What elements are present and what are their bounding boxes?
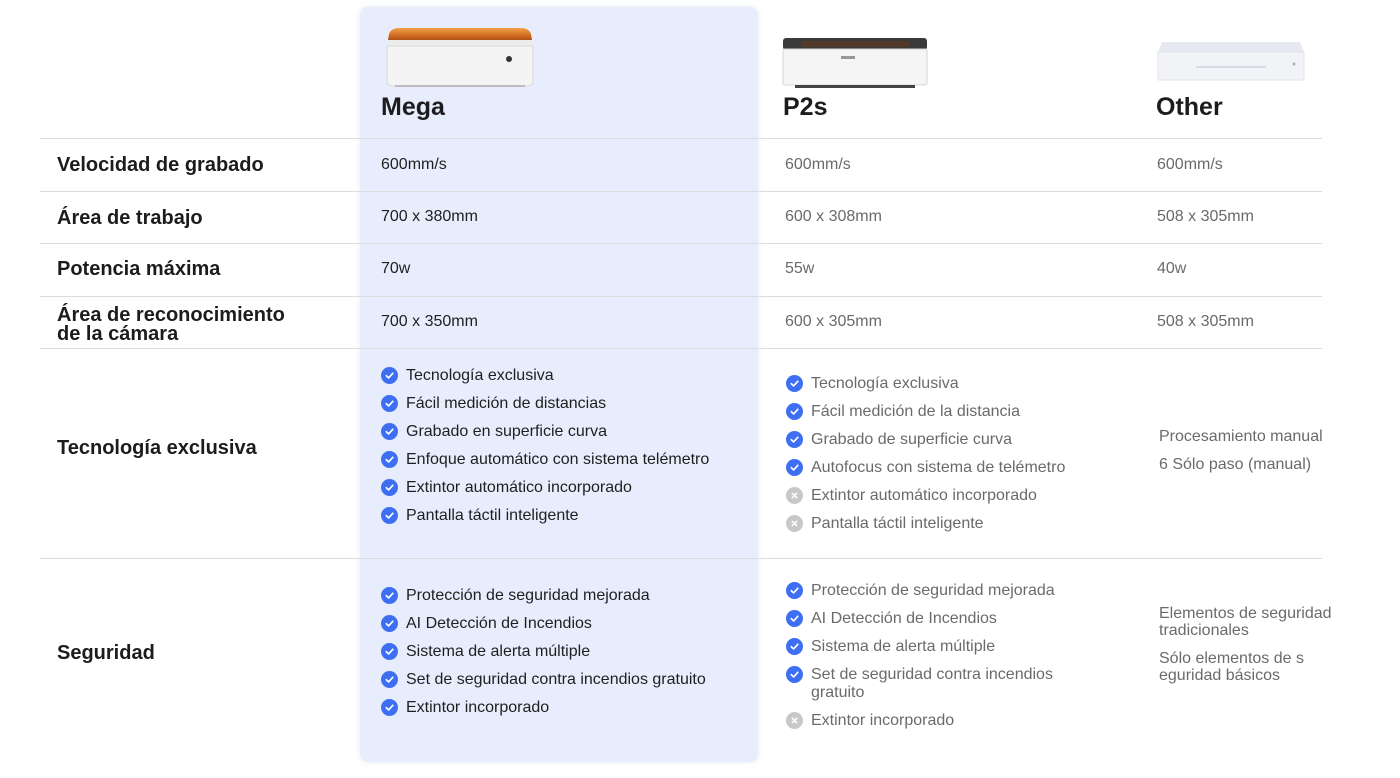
mega-tech-list (381, 367, 751, 535)
check-circle-icon (786, 403, 803, 420)
p2s-product-image (781, 36, 929, 90)
feature-item-label: Pantalla táctil inteligente (406, 507, 579, 524)
x-circle-icon (786, 487, 803, 504)
check-circle-icon (381, 451, 398, 468)
feature-item (786, 638, 1096, 656)
feature-item-label: Extintor incorporado (406, 699, 550, 716)
x-circle-icon (786, 515, 803, 532)
row-divider (40, 348, 1322, 349)
feature-item (381, 643, 751, 661)
check-circle-icon (381, 699, 398, 716)
other-safety-list (1159, 605, 1359, 695)
feature-item (786, 403, 1126, 421)
list-item: Sólo elementos de s eguridad básicos (1159, 650, 1304, 684)
feature-item-label: Grabado en superficie curva (406, 423, 607, 440)
other-tech-list (1159, 428, 1359, 484)
p2s-speed-value: 600mm/s (785, 156, 851, 173)
feature-item-label: Protección de seguridad mejorada (811, 582, 1055, 599)
row-label-exclusive-tech: Tecnología exclusiva (57, 437, 257, 459)
feature-item-label: Fácil medición de la distancia (811, 403, 1020, 420)
x-circle-icon (786, 712, 803, 729)
mega-safety-list (381, 587, 751, 727)
check-circle-icon (381, 507, 398, 524)
check-circle-icon (381, 479, 398, 496)
feature-item-label: Sistema de alerta múltiple (406, 643, 591, 660)
row-label-speed: Velocidad de grabado (57, 154, 264, 176)
feature-item (786, 487, 1126, 505)
row-label-camera-area-line2: de la cámara (57, 323, 179, 345)
feature-item-label: Extintor automático incorporado (811, 487, 1037, 504)
row-label-camera-area (57, 306, 337, 344)
check-circle-icon (381, 643, 398, 660)
list-item: Elementos de seguridad tradicionales (1159, 605, 1332, 639)
row-label-work-area: Área de trabajo (57, 207, 203, 229)
feature-item-label: AI Detección de Incendios (811, 610, 997, 627)
p2s-power-value: 55w (785, 260, 815, 277)
check-circle-icon (381, 587, 398, 604)
feature-item-label: Extintor automático incorporado (406, 479, 632, 496)
feature-item (381, 423, 751, 441)
check-circle-icon (381, 671, 398, 688)
feature-item (786, 375, 1126, 393)
feature-item-label: Set de seguridad contra incendios gratuito (811, 666, 1053, 701)
mega-work-area-value: 700 x 380mm (381, 208, 478, 225)
row-label-max-power: Potencia máxima (57, 258, 221, 280)
feature-item (786, 712, 1096, 730)
mega-power-value: 70w (381, 260, 411, 277)
feature-item (381, 615, 751, 633)
check-circle-icon (786, 375, 803, 392)
check-circle-icon (381, 367, 398, 384)
feature-item-label: Sistema de alerta múltiple (811, 638, 996, 655)
feature-item (381, 479, 751, 497)
feature-item-label: Tecnología exclusiva (406, 367, 554, 384)
feature-item-label: Tecnología exclusiva (811, 375, 959, 392)
mega-camera-area-value: 700 x 350mm (381, 313, 478, 330)
feature-item-label: Pantalla táctil inteligente (811, 515, 984, 532)
list-item: Procesamiento manual (1159, 428, 1323, 445)
check-circle-icon (381, 615, 398, 632)
feature-item (786, 582, 1096, 600)
feature-item (786, 610, 1096, 628)
p2s-safety-list (786, 582, 1096, 740)
other-speed-value: 600mm/s (1157, 156, 1223, 173)
feature-item-label: Set de seguridad contra incendios gratuito (406, 671, 706, 688)
mega-speed-value: 600mm/s (381, 156, 447, 173)
row-divider (40, 191, 1322, 192)
check-circle-icon (786, 638, 803, 655)
other-work-area-value: 508 x 305mm (1157, 208, 1254, 225)
check-circle-icon (786, 610, 803, 627)
other-power-value: 40w (1157, 260, 1187, 277)
feature-item (786, 431, 1126, 449)
p2s-work-area-value: 600 x 308mm (785, 208, 882, 225)
other-camera-area-value: 508 x 305mm (1157, 313, 1254, 330)
feature-item-label: AI Detección de Incendios (406, 615, 592, 632)
feature-item (381, 671, 751, 689)
feature-item (786, 515, 1126, 533)
check-circle-icon (786, 666, 803, 683)
check-circle-icon (381, 423, 398, 440)
mega-product-image (385, 26, 535, 88)
feature-item (381, 451, 751, 469)
check-circle-icon (786, 431, 803, 448)
row-divider (40, 558, 1322, 559)
feature-item-label: Extintor incorporado (811, 712, 955, 729)
check-circle-icon (786, 582, 803, 599)
p2s-camera-area-value: 600 x 305mm (785, 313, 882, 330)
p2s-column-header: P2s (783, 93, 828, 121)
feature-item-label: Protección de seguridad mejorada (406, 587, 650, 604)
mega-column-header: Mega (381, 93, 445, 121)
feature-item (786, 459, 1126, 477)
other-column-header: Other (1156, 93, 1223, 121)
feature-item (786, 666, 1096, 702)
feature-item-label: Autofocus con sistema de telémetro (811, 459, 1066, 476)
row-label-camera-area-line1: Área de reconocimiento (57, 304, 285, 326)
feature-item (381, 587, 751, 605)
feature-item-label: Enfoque automático con sistema telémetro (406, 451, 710, 468)
feature-item (381, 699, 751, 717)
list-item: 6 Sólo paso (manual) (1159, 456, 1312, 473)
feature-item (381, 507, 751, 525)
other-product-image (1156, 40, 1306, 82)
row-divider (40, 296, 1322, 297)
row-divider (40, 138, 1322, 139)
check-circle-icon (786, 459, 803, 476)
check-circle-icon (381, 395, 398, 412)
feature-item (381, 395, 751, 413)
p2s-tech-list (786, 375, 1126, 543)
row-label-safety: Seguridad (57, 642, 155, 664)
feature-item (381, 367, 751, 385)
row-divider (40, 243, 1322, 244)
feature-item-label: Fácil medición de distancias (406, 395, 607, 412)
feature-item-label: Grabado de superficie curva (811, 431, 1012, 448)
